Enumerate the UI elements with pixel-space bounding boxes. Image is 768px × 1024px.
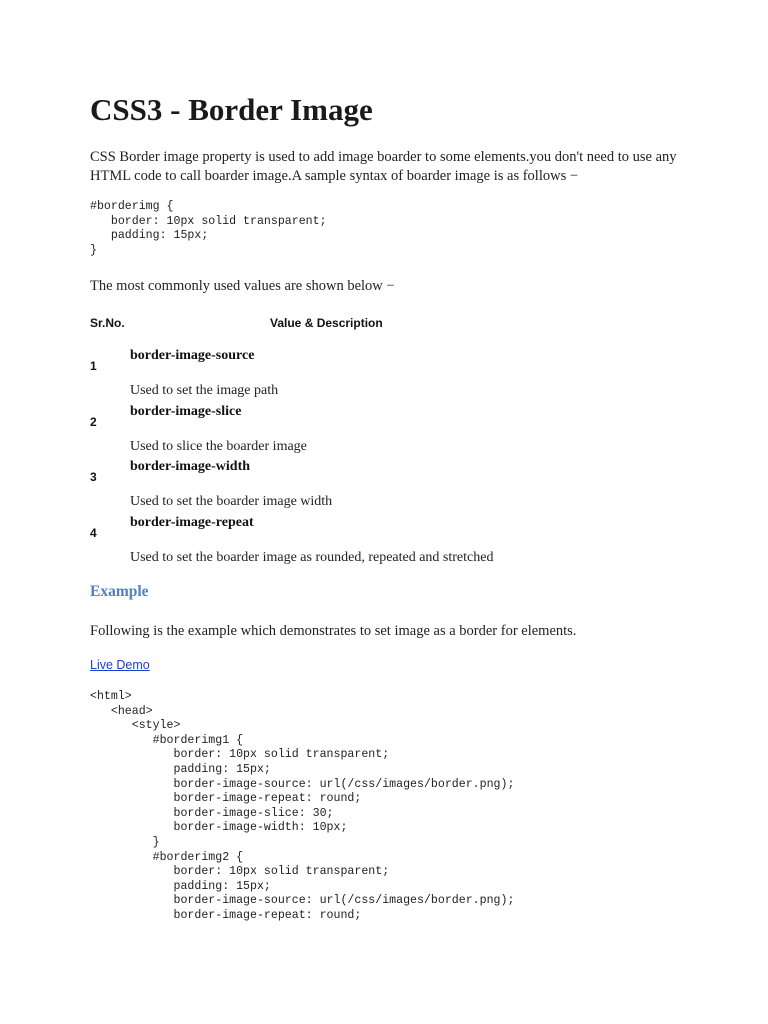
- example-code-block: <html> <head> <style> #borderimg1 { border: 10px solid transparent; padding: 15px; border-image-source: url(/css/images/border.png); border-image-repeat: round; border-image-slice: 30; border-image-width: 10px; } #borderimg2 { border: 10px solid transparent; padding: 15px; border-image-source: url(/css/images/border.png); border-image-repeat: round;: [90, 690, 515, 922]
- table-row: [90, 459, 720, 515]
- row-number: 4: [90, 526, 97, 540]
- table-row: [90, 348, 720, 404]
- table-header-srno: Sr.No.: [90, 316, 125, 330]
- syntax-code-block: #borderimg { border: 10px solid transparent; padding: 15px; }: [90, 200, 327, 257]
- row-number: 1: [90, 359, 97, 373]
- row-description: Used to set the image path: [130, 383, 279, 398]
- row-description: Used to set the boarder image as rounded, repeated and stretched: [130, 550, 494, 565]
- values-intro-text: The most commonly used values are shown below −: [90, 278, 395, 294]
- example-heading: Example: [90, 583, 149, 600]
- table-row: [90, 404, 720, 460]
- row-property: border-image-slice: [130, 404, 242, 419]
- example-intro-text: Following is the example which demonstrates to set image as a border for elements.: [90, 623, 577, 639]
- table-header-value: Value & Description: [270, 316, 383, 330]
- table-row: [90, 515, 720, 571]
- live-demo-link[interactable]: Live Demo: [90, 658, 150, 672]
- row-description: Used to set the boarder image width: [130, 494, 333, 509]
- row-description: Used to slice the boarder image: [130, 439, 307, 454]
- row-property: border-image-width: [130, 459, 251, 474]
- row-property: border-image-repeat: [130, 515, 254, 530]
- page-title: CSS3 - Border Image: [90, 92, 373, 127]
- intro-paragraph: CSS Border image property is used to add image boarder to some elements.you don't need to use any HTML code to call boarder image.A sample syntax of boarder image is as follows −: [90, 149, 677, 184]
- row-number: 2: [90, 415, 97, 429]
- row-number: 3: [90, 470, 97, 484]
- row-property: border-image-source: [130, 348, 255, 363]
